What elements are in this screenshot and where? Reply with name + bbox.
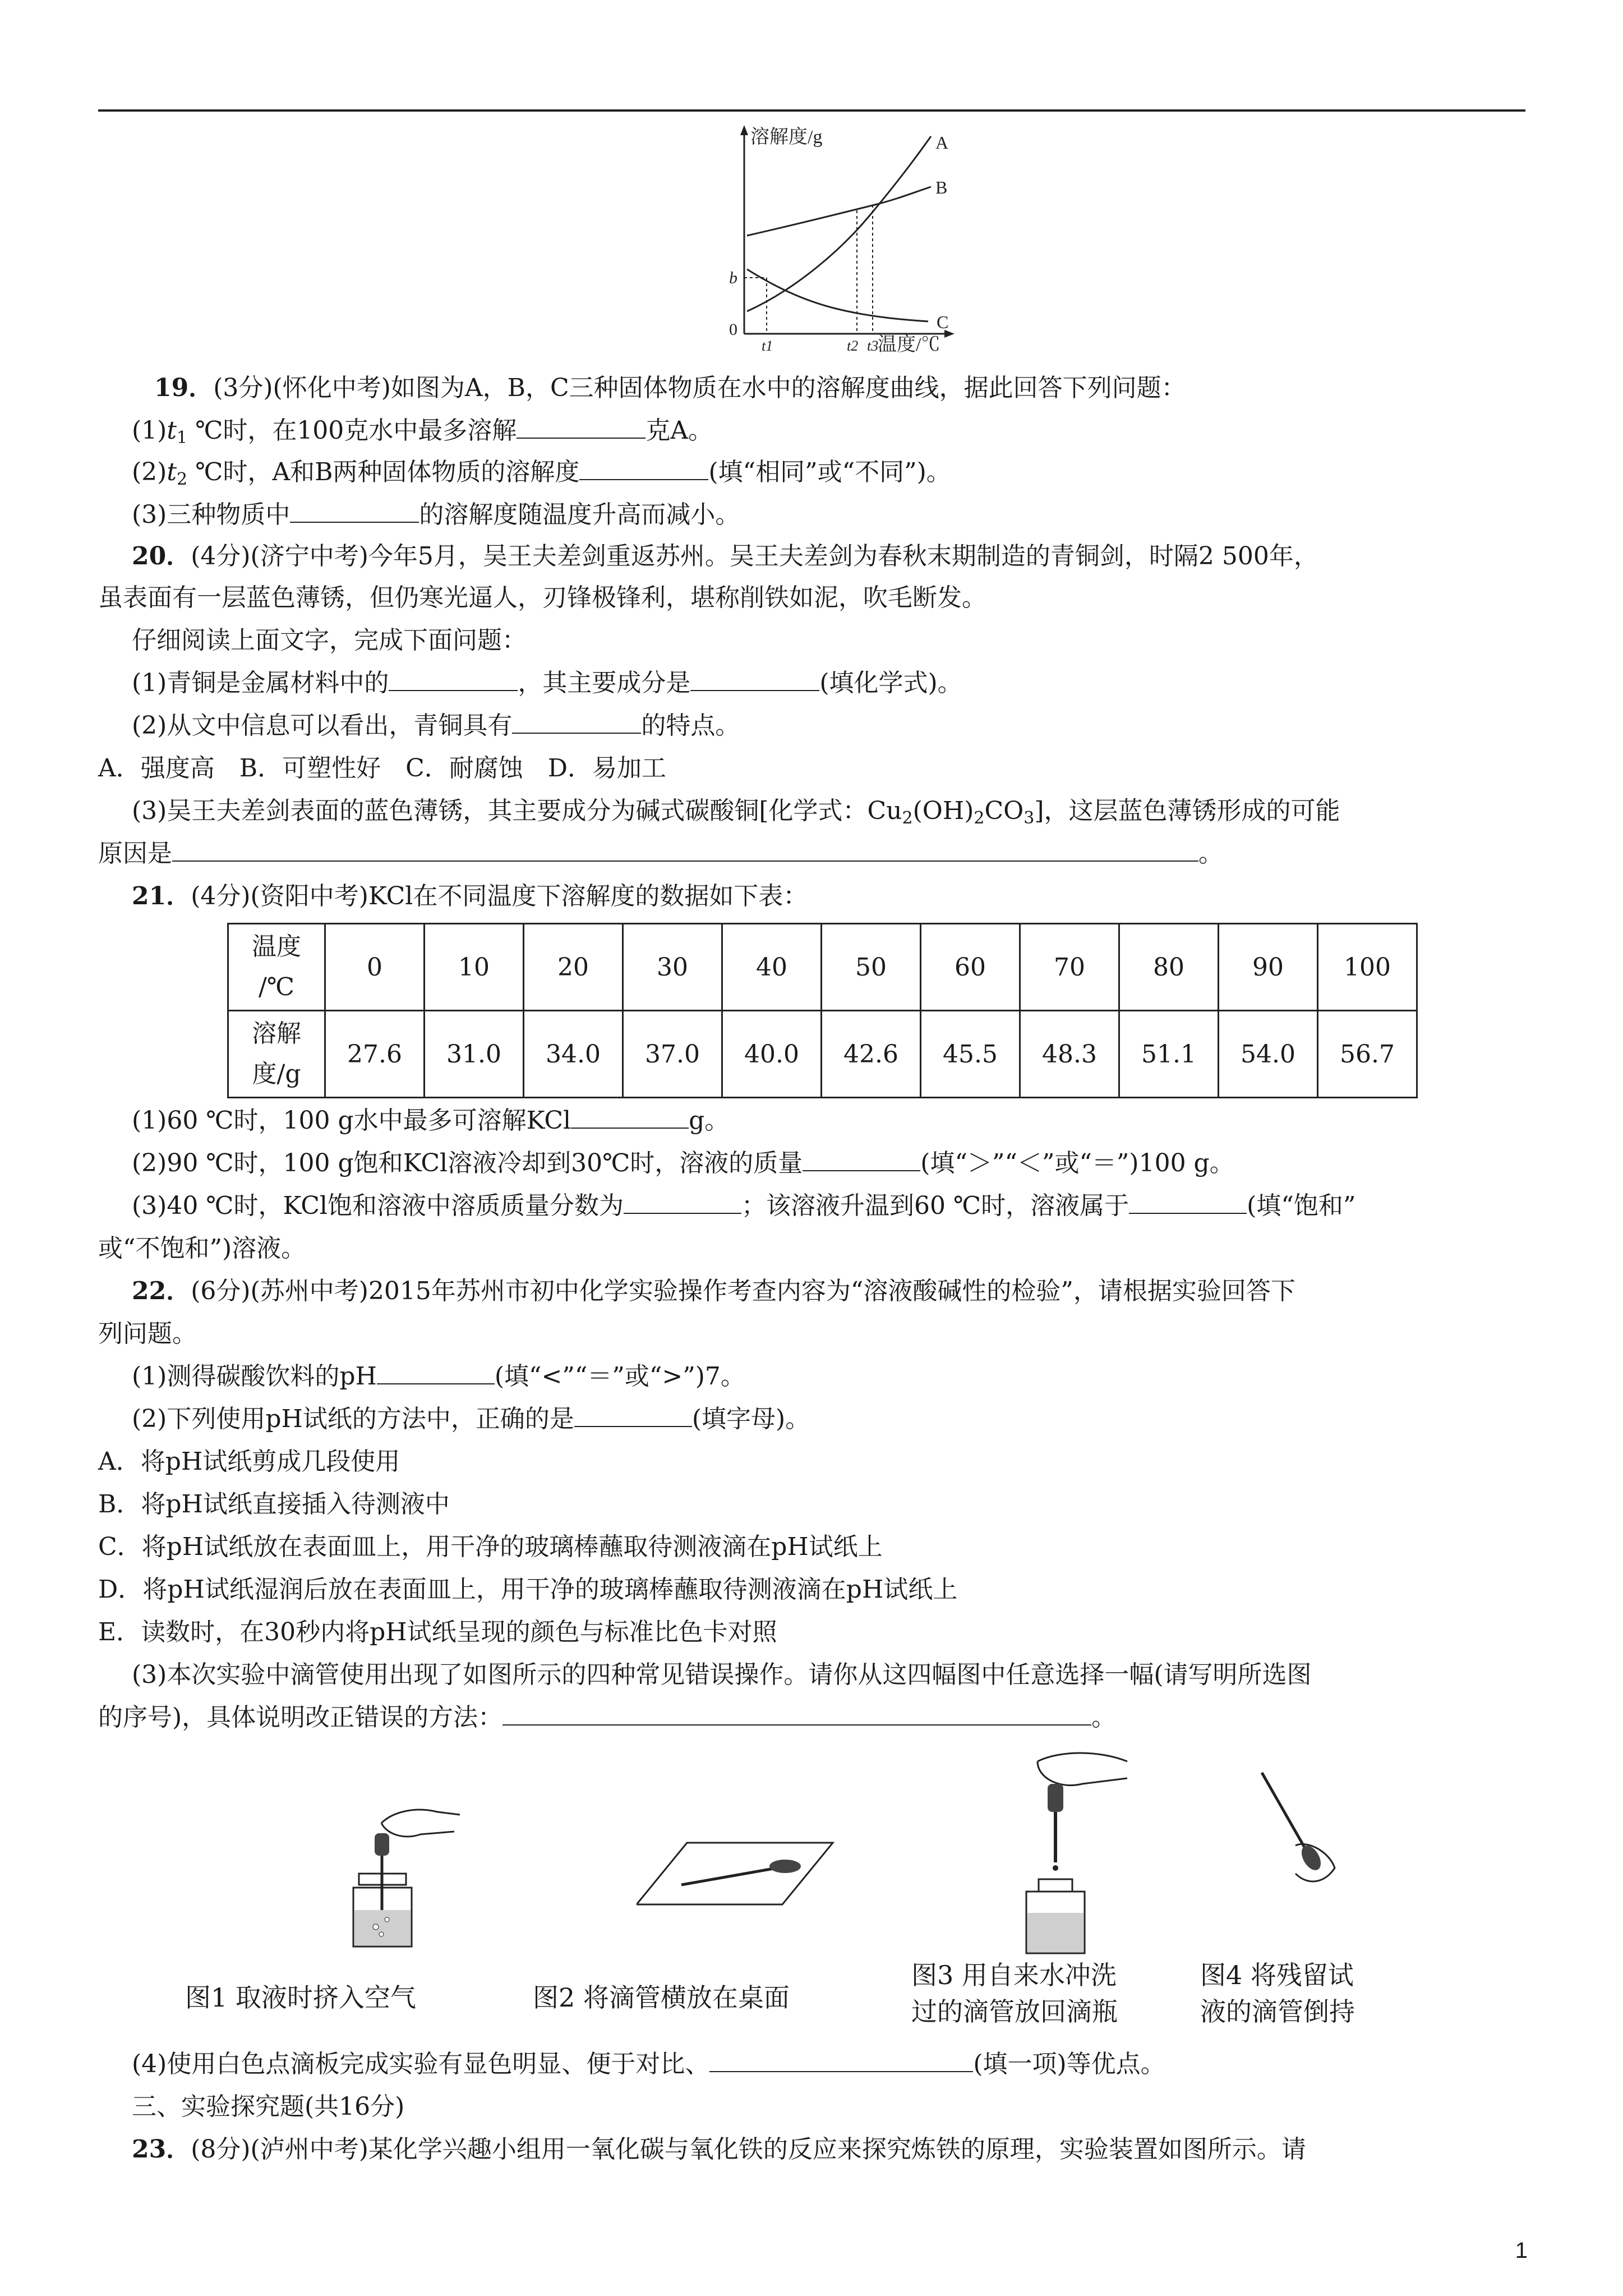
- q19-p2-t: t: [167, 458, 177, 486]
- table-cell: 50: [822, 924, 921, 1011]
- q19-p2-prefix: (2): [132, 458, 167, 486]
- series-B-label: B: [935, 177, 948, 197]
- q20-p3-co: CO: [984, 797, 1024, 825]
- table-header-temperature: [228, 924, 325, 1011]
- q20-p3-tail: ]，这层蓝色薄锈形成的可能: [1034, 797, 1340, 825]
- q20-p3-text: (3)吴王夫差剑表面的蓝色薄锈，其主要成分为碱式碳酸铜[化学式：Cu: [132, 797, 902, 825]
- fig1-caption: 图1 取液时挤入空气: [185, 1982, 416, 2013]
- table-cell: 10: [425, 924, 524, 1011]
- q22-p1-blank[interactable]: [377, 1361, 495, 1384]
- q21-p1-blank[interactable]: [571, 1105, 689, 1129]
- q20-p2-blank[interactable]: [512, 710, 641, 734]
- table-cell: 20: [524, 924, 623, 1011]
- fig4-inverted-dropper-illustration: [1256, 1767, 1346, 1890]
- q19-p1-blank[interactable]: [517, 415, 645, 439]
- q20-p2-text: (2)从文中信息可以看出，青铜具有: [132, 711, 513, 740]
- q19-stem: [98, 371, 1186, 405]
- table-cell: 54.0: [1219, 1011, 1318, 1098]
- y-axis-arrow: [740, 125, 748, 135]
- q20-p2-suffix: 的特点。: [641, 711, 740, 740]
- y-axis-label: 溶解度/g: [750, 127, 823, 148]
- fig4-caption-line1: 图4 将残留试: [1200, 1960, 1354, 1990]
- q19-p1-text: ℃时，在100克水中最多溶解: [187, 416, 517, 445]
- q20-part1: [132, 666, 962, 700]
- table-header-solubility: [228, 1011, 325, 1098]
- table-cell: 31.0: [425, 1011, 524, 1098]
- q20-p1-blank-a[interactable]: [389, 668, 518, 691]
- header-sol-b: 度/g: [252, 1060, 301, 1088]
- q20-p3-reason: 原因是: [98, 839, 172, 868]
- q22-p3-text: 的序号)，具体说明改正错误的方法：: [98, 1703, 503, 1732]
- q19-p1-suffix: 克A。: [645, 416, 713, 445]
- q21-p1-suffix: g。: [689, 1106, 730, 1135]
- q21-part1: [132, 1104, 729, 1138]
- t1-label: t1: [762, 338, 773, 354]
- solubility-chart: [712, 121, 976, 356]
- fig3-caption-line1: 图3 用自来水冲洗: [911, 1960, 1117, 1990]
- table-cell: 90: [1219, 924, 1318, 1011]
- q21-number: 21．: [132, 882, 191, 910]
- q21-part2: [132, 1147, 1234, 1180]
- q22-part3-line2: [98, 1701, 1116, 1734]
- q22-option-e: E．读数时，在30秒内将pH试纸呈现的颜色与标准比色卡对照: [98, 1618, 777, 1646]
- table-cell: 48.3: [1020, 1011, 1119, 1098]
- q21-p3-text: (3)40 ℃时，KCl饱和溶液中溶质质量分数为: [132, 1191, 624, 1220]
- q19-number: 19．: [154, 374, 214, 402]
- header-rule: [98, 109, 1525, 112]
- q22-p2-blank[interactable]: [574, 1404, 692, 1427]
- q19-p2-text: ℃时，A和B两种固体物质的溶解度: [187, 458, 580, 486]
- q21-p2-blank[interactable]: [803, 1148, 920, 1171]
- fig1-dropper-squeeze-illustration: [342, 1789, 465, 1952]
- q21-p3-mid: ；该溶液升温到60 ℃时，溶液属于: [741, 1191, 1129, 1220]
- origin-label: 0: [729, 320, 737, 339]
- q22-text: (6分)(苏州中考)2015年苏州市初中化学实验操作考查内容为“溶液酸碱性的检验”，请根据实验回答下: [191, 1277, 1295, 1305]
- q22-p4-text: (4)使用白色点滴板完成实验有显色明显、便于对比、: [132, 2050, 710, 2078]
- header-temp-b: /℃: [258, 973, 295, 1001]
- fig3-rinsed-dropper-illustration: [1015, 1745, 1150, 1958]
- q20-part3: [132, 794, 1340, 835]
- kcl-solubility-table: [227, 923, 1418, 1098]
- q20-part2: [132, 709, 740, 743]
- q22-p4-suffix: (填一项)等优点。: [973, 2050, 1165, 2078]
- t2-label: t2: [847, 338, 859, 354]
- q19-p3-suffix: 的溶解度随温度升高而减小。: [419, 500, 740, 529]
- q20-p3-blank[interactable]: [172, 838, 1198, 862]
- curve-B: [747, 187, 931, 236]
- table-cell: 37.0: [623, 1011, 722, 1098]
- q20-number: 20．: [132, 542, 191, 570]
- q20-text: (4分)(济宁中考)今年5月，吴王夫差剑重返苏州。吴王夫差剑为春秋末期制造的青铜剑，时隔2 500年，: [191, 542, 1318, 570]
- x-axis-label: 温度/℃: [878, 334, 940, 355]
- q19-p1-sub: 1: [177, 428, 188, 448]
- q20-stem-2: 虽表面有一层蓝色薄锈，但仍寒光逼人，刃锋极锋利，堪称削铁如泥，吹毛断发。: [98, 583, 986, 612]
- q20-p3-oh: (OH): [912, 797, 974, 825]
- table-cell: 0: [325, 924, 425, 1011]
- q20-stem: [98, 540, 1318, 573]
- fig2-caption: 图2 将滴管横放在桌面: [533, 1982, 790, 2013]
- q22-part4: [132, 2047, 1165, 2081]
- q20-part3-line2: [98, 837, 1223, 871]
- q22-p1-suffix: (填“<”“＝”或“>”)7。: [494, 1362, 745, 1391]
- table-cell: 34.0: [524, 1011, 623, 1098]
- q22-stem-2: 列问题。: [98, 1319, 197, 1348]
- q19-part3: [98, 498, 740, 532]
- q22-option-a: A．将pH试纸剪成几段使用: [98, 1447, 400, 1476]
- page-number: 1: [1515, 2238, 1528, 2263]
- q19-part1: [98, 414, 713, 455]
- q21-p3-blank-a[interactable]: [624, 1190, 741, 1214]
- q20-p1-suffix: (填化学式)。: [819, 669, 962, 697]
- q19-p3-blank[interactable]: [290, 499, 419, 523]
- q20-p3-sub2: 2: [974, 808, 985, 828]
- q22-stem: [98, 1274, 1295, 1308]
- q19-text: (3分)(怀化中考)如图为A，B，C三种固体物质在水中的溶解度曲线，据此回答下列问题：: [213, 374, 1186, 402]
- header-temp-a: 温度: [252, 932, 301, 961]
- table-row-temperature: [228, 924, 1417, 1011]
- q21-p2-text: (2)90 ℃时，100 g饱和KCl溶液冷却到30℃时，溶液的质量: [132, 1149, 803, 1177]
- q20-p1-text: (1)青铜是金属材料中的: [132, 669, 389, 697]
- q20-instruction: 仔细阅读上面文字，完成下面问题：: [132, 626, 527, 655]
- table-cell: 80: [1119, 924, 1219, 1011]
- q19-p2-suffix: (填“相同”或“不同”)。: [708, 458, 951, 486]
- q22-p4-blank[interactable]: [709, 2049, 973, 2072]
- table-cell: 27.6: [325, 1011, 425, 1098]
- q22-p3-suffix: 。: [1091, 1703, 1117, 1732]
- b-marker-label: b: [729, 269, 737, 287]
- q20-p3-period: 。: [1198, 839, 1223, 868]
- q20-p3-sub1: 2: [902, 808, 913, 828]
- table-cell: 56.7: [1318, 1011, 1417, 1098]
- q22-p2-text: (2)下列使用pH试纸的方法中，正确的是: [132, 1405, 574, 1433]
- fig2-dropper-on-table-illustration: [637, 1837, 838, 1910]
- q20-p1-mid: ，其主要成分是: [518, 669, 691, 697]
- table-cell: 40: [722, 924, 822, 1011]
- fig4-caption-line2: 液的滴管倒持: [1200, 1996, 1355, 2027]
- table-cell: 60: [921, 924, 1020, 1011]
- q22-p1-text: (1)测得碳酸饮料的pH: [132, 1362, 377, 1391]
- table-cell: 70: [1020, 924, 1119, 1011]
- q22-option-b: B．将pH试纸直接插入待测液中: [98, 1490, 450, 1519]
- q21-stem: [98, 880, 808, 913]
- t3-label: t3: [867, 338, 879, 354]
- q20-options: A．强度高 B．可塑性好 C．耐腐蚀 D．易加工: [98, 754, 667, 783]
- q22-option-d: D．将pH试纸湿润后放在表面皿上，用干净的玻璃棒蘸取待测液滴在pH试纸上: [98, 1575, 958, 1604]
- q21-p1-text: (1)60 ℃时，100 g水中最多可溶解KCl: [132, 1106, 571, 1135]
- q19-p3-text: (3)三种物质中: [132, 500, 291, 529]
- q19-p1-prefix: (1): [132, 416, 167, 445]
- q22-p2-suffix: (填字母)。: [691, 1405, 810, 1433]
- q23-number: 23．: [132, 2135, 191, 2164]
- q21-part3: [132, 1189, 1355, 1223]
- table-cell: 51.1: [1119, 1011, 1219, 1098]
- table-cell: 42.6: [822, 1011, 921, 1098]
- table-cell: 45.5: [921, 1011, 1020, 1098]
- q21-p2-suffix: (填“＞”“＜”或“＝”)100 g。: [920, 1149, 1234, 1177]
- q23-stem: [98, 2133, 1306, 2166]
- fig3-caption-line2: 过的滴管放回滴瓶: [911, 1996, 1118, 2027]
- q22-number: 22．: [132, 1277, 191, 1305]
- q21-p3-suffix: (填“饱和”: [1247, 1191, 1356, 1220]
- q23-text: (8分)(泸州中考)某化学兴趣小组用一氧化碳与氧化铁的反应来探究炼铁的原理，实验装置如图所示。请: [191, 2135, 1306, 2164]
- header-sol-a: 溶解: [252, 1019, 301, 1048]
- q22-part1: [132, 1360, 745, 1393]
- q19-p2-blank[interactable]: [579, 457, 708, 480]
- q19-p1-t: t: [167, 416, 177, 445]
- q19-p2-sub: 2: [177, 470, 188, 489]
- q22-option-c: C．将pH试纸放在表面皿上，用干净的玻璃棒蘸取待测液滴在pH试纸上: [98, 1533, 883, 1561]
- q20-p3-sub3: 3: [1023, 808, 1035, 828]
- q20-p1-blank-b[interactable]: [690, 668, 819, 691]
- q22-p3-blank[interactable]: [502, 1702, 1091, 1726]
- q21-p3-blank-b[interactable]: [1129, 1190, 1247, 1214]
- table-cell: 30: [623, 924, 722, 1011]
- table-cell: 100: [1318, 924, 1417, 1011]
- q22-part3: (3)本次实验中滴管使用出现了如图所示的四种常见错误操作。请你从这四幅图中任意选择一幅(请写明所选图: [132, 1660, 1312, 1689]
- series-A-label: A: [935, 132, 949, 153]
- q21-text: (4分)(资阳中考)KCl在不同温度下溶解度的数据如下表：: [191, 882, 808, 910]
- series-C-label: C: [937, 312, 949, 332]
- curve-C: [747, 269, 928, 321]
- section-3-heading: 三、实验探究题(共16分): [132, 2092, 405, 2121]
- table-cell: 40.0: [722, 1011, 822, 1098]
- q19-part2: [98, 455, 951, 496]
- table-row-solubility: [228, 1011, 1417, 1098]
- q22-part2: [132, 1402, 810, 1436]
- q21-part3-line2: 或“不饱和”)溶液。: [98, 1234, 306, 1263]
